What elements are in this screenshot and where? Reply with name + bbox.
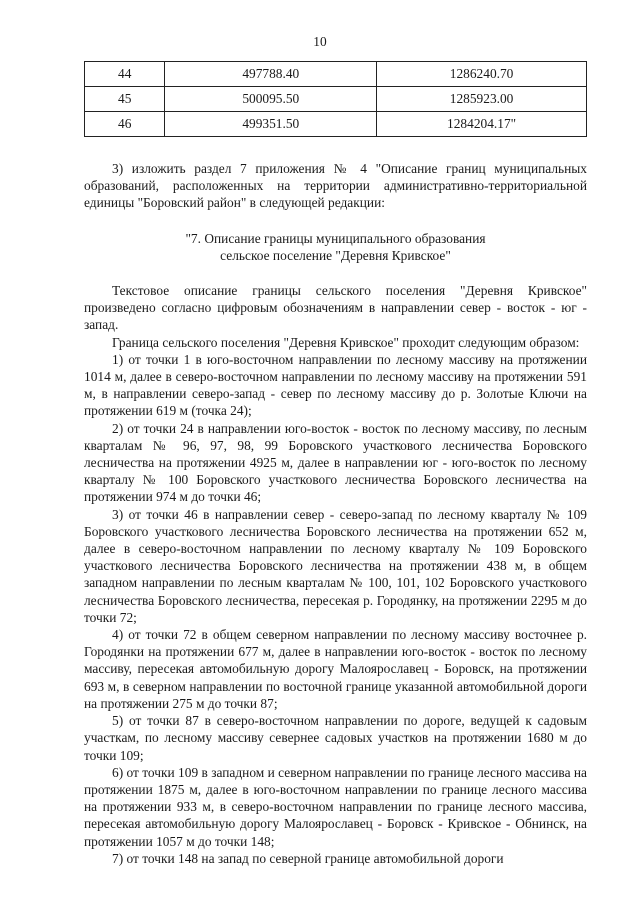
page-number: 10	[313, 34, 327, 49]
boundary-intro-paragraph: Граница сельского поселения "Деревня Кривское" проходит следующим образом:	[112, 334, 580, 350]
table-cell-y: 1285923.00	[377, 87, 587, 112]
intro-paragraph: 3) изложить раздел 7 приложения № 4 "Описание границ муниципальных образований, расположенных на территории административно-территориальной единицы "Боровский район" в следующей редакции:	[84, 161, 587, 211]
section-heading-line-2: сельское поселение "Деревня Кривское"	[220, 247, 451, 263]
boundary-item-6: 6) от точки 109 в западном и северном направлении по границе лесного массива на протяжении 1875 м, далее в юго-восточном направлении по границе лесного массива на протяжении 933 м, в северо-восточном направлении по границе лесного массива, пересекая автомобильную дорогу Малоярославец - Боровск - Кривское - Обнинск, на протяжении 1057 м до точки 148;	[84, 764, 587, 849]
table-cell-point: 46	[85, 112, 165, 137]
boundary-item-2: 2) от точки 24 в направлении юго-восток - восток по лесному массиву, по лесным кварталам № 96, 97, 98, 99 Боровского участкового лесничества Боровского лесничества на протяжении 4925 м, далее в направлении юг - юго-восток по лесному кварталу № 100 Боровского участкового лесничества Боровского лесничества на протяжении 974 м до точки 46;	[84, 420, 587, 505]
boundary-item-7: 7) от точки 148 на запад по северной границе автомобильной дороги	[112, 850, 504, 866]
document-body	[84, 160, 587, 867]
table-cell-x: 497788.40	[165, 62, 377, 87]
boundary-item-1: 1) от точки 1 в юго-восточном направлении по лесному массиву на протяжении 1014 м, далее в северо-восточном направлении по лесному массиву на протяжении 591 м, в направлении северо-запад - север по лесному массиву до р. Золотые Ключи на протяжении 619 м (точка 24);	[84, 351, 587, 419]
table-cell-point: 44	[85, 62, 165, 87]
table-row	[85, 112, 587, 137]
table-cell-x: 500095.50	[165, 87, 377, 112]
table-row	[85, 62, 587, 87]
section-heading-line-1: "7. Описание границы муниципального образования	[185, 230, 486, 246]
table-cell-y: 1284204.17"	[377, 112, 587, 137]
boundary-item-4: 4) от точки 72 в общем северном направлении по лесному массиву восточнее р. Городянки на протяжении 677 м, далее в направлении юго-восток - восток по лесному массиву, пересекая автомобильную дорогу Малоярославец - Боровск, на протяжении 693 м, в северном направлении по восточной границе указанной автомобильной дороги на протяжении 275 м до точки 87;	[84, 627, 587, 711]
description-paragraph: Текстовое описание границы сельского поселения "Деревня Кривское" произведено согласно цифровым обозначениям в направлении север - восток - юг - запад.	[84, 283, 587, 333]
table-cell-point: 45	[85, 87, 165, 112]
coordinates-table	[84, 61, 587, 137]
boundary-item-3: 3) от точки 46 в направлении север - северо-запад по лесному кварталу № 109 Боровского участкового лесничества Боровского лесничества на протяжении 652 м, далее в северо-восточном направлении по лесному кварталу № 109 Боровского участкового лесничества Боровского лесничества на протяжении 438 м, в общем западном направлении по лесным кварталам № 100, 101, 102 Боровского участкового лесничества Боровского лесничества, пересекая р. Городянку, на протяжении 2295 м до точки 72;	[84, 506, 587, 625]
table-cell-x: 499351.50	[165, 112, 377, 137]
table-cell-y: 1286240.70	[377, 62, 587, 87]
table-row	[85, 87, 587, 112]
boundary-item-5: 5) от точки 87 в северо-восточном направлении по дороге, ведущей к садовым участкам, по лесному массиву севернее садовых участков на протяжении 1680 м до точки 109;	[84, 713, 587, 763]
